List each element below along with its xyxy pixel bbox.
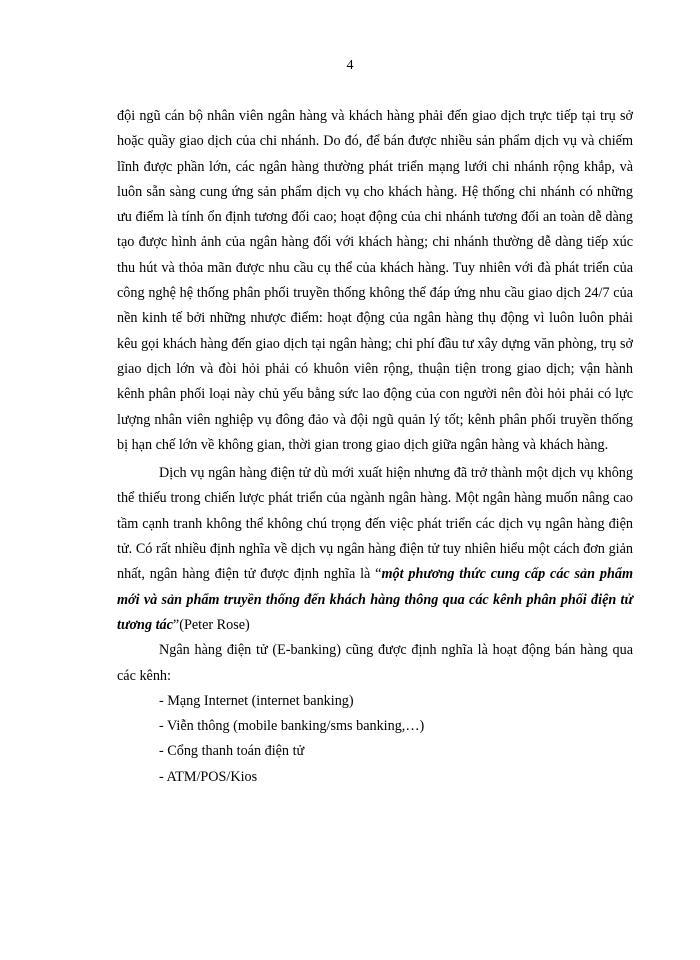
channel-list bbox=[117, 689, 633, 790]
paragraph-branch-network: đội ngũ cán bộ nhân viên ngân hàng và khách hàng phải đến giao dịch trực tiếp tại trụ sở hoặc quầy giao dịch của chi nhánh. Do đó, để bán được nhiều sản phẩm dịch vụ và chiếm lĩnh được phần lớn, các ngân hàng thường phát triển mạng lưới chi nhánh rộng khắp, và luôn sẵn sàng cung ứng sản phẩm dịch vụ cho khách hàng. Hệ thống chi nhánh có những ưu điểm là tính ổn định tương đối cao; hoạt động của chi nhánh tương đối an toàn dễ dàng tạo được hình ảnh của ngân hàng đối với khách hàng; chi nhánh thường dễ dàng tiếp xúc thu hút và thỏa mãn được nhu cầu cụ thể của khách hàng. Tuy nhiên với đà phát triển của công nghệ hệ thống phân phối truyền thống không thể đáp ứng nhu cầu giao dịch 24/7 của nền kinh tế bởi những nhược điểm: hoạt động của ngân hàng thụ động vì luôn luôn phải kêu gọi khách hàng đến giao dịch tại ngân hàng; chi phí đầu tư xây dựng văn phòng, trụ sở giao dịch lớn và đòi hỏi phải có khuôn viên rộng, thuận tiện trong giao dịch; vận hành kênh phân phối loại này chủ yếu bằng sức lao động của con người nên đòi hỏi phải có lực lượng nhân viên nghiệp vụ đông đảo và đội ngũ quản lý tốt; kênh phân phối truyền thống bị hạn chế lớn về không gian, thời gian trong giao dịch giữa ngân hàng và khách hàng. bbox=[117, 108, 633, 453]
document-body bbox=[117, 104, 633, 790]
list-item: - Mạng Internet (internet banking) bbox=[159, 692, 354, 709]
list-item: - Viễn thông (mobile banking/sms banking,…) bbox=[159, 718, 425, 735]
definition-intro-text: Dịch vụ ngân hàng điện tử dù mới xuất hiện nhưng đã trở thành một dịch vụ không thể thiếu trong chiến lược phát triển của ngành ngân hàng. Một ngân hàng muốn nâng cao tầm cạnh tranh không thể không chú trọng đến việc phát triển các dịch vụ ngân hàng điện tử. Có rất nhiều định nghĩa về dịch vụ ngân hàng điện tử tuy nhiên hiểu một cách đơn giản nhất, ngân hàng điện tử được định nghĩa là “ bbox=[117, 465, 633, 583]
paragraph-ebanking-definition bbox=[117, 461, 633, 638]
list-item: - Cổng thanh toán điện tử bbox=[159, 743, 305, 760]
page-number: 4 bbox=[346, 58, 354, 73]
paragraph-channels-intro: Ngân hàng điện tử (E-banking) cũng được định nghĩa là hoạt động bán hàng qua các kênh: bbox=[117, 642, 633, 684]
list-item: - ATM/POS/Kios bbox=[159, 768, 258, 785]
definition-quote: một phương thức cung cấp các sản phẩm mới và sản phẩm truyền thống đến khách hàng thông qua các kênh phân phối điện tử tương tác bbox=[117, 566, 633, 633]
citation-text: ”(Peter Rose) bbox=[172, 616, 250, 633]
